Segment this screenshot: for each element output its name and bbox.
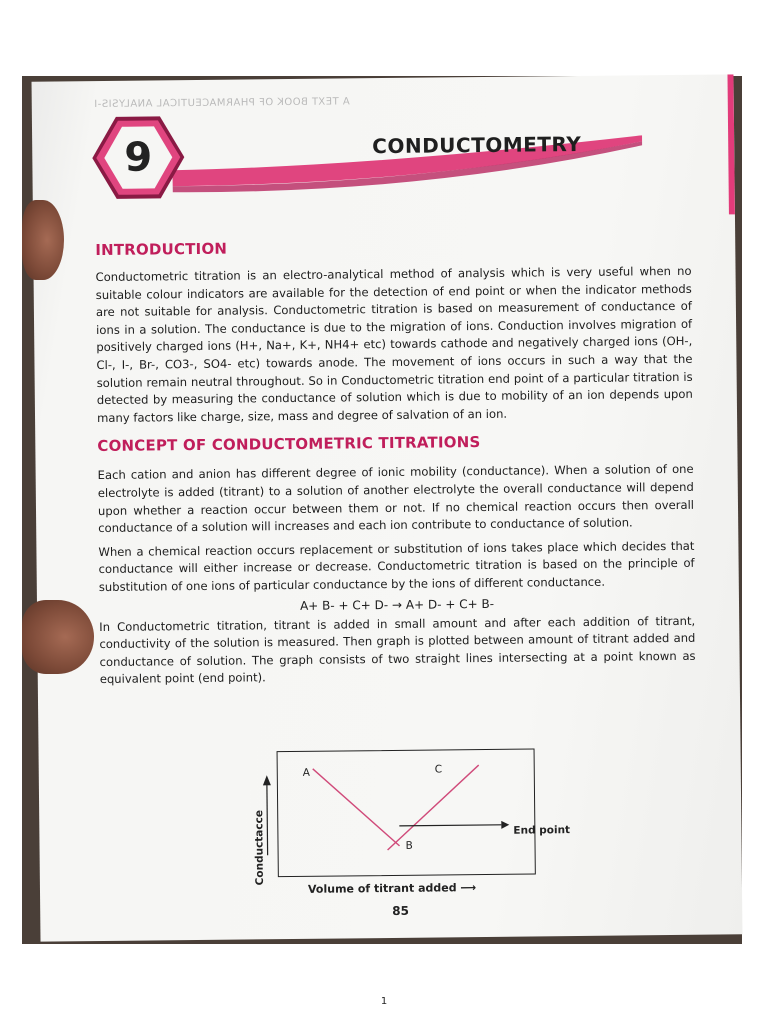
reaction-equation: A+ B- + C+ D- → A+ D- + C+ B-: [299, 596, 495, 613]
book-page: [32, 74, 743, 941]
concept-paragraph-3: In Conductometric titration, titrant is added in small amount and after each addition of titrant, conductivity of the solution is measured. Then graph is plotted between amount of titrant added and conductance of solution. The graph consists of two straight lines intersecting at a point known as equivalent point (end point).: [99, 613, 696, 687]
point-c-label: C: [434, 763, 443, 776]
thumb-bottom: [22, 600, 94, 674]
introduction-heading: INTRODUCTION: [95, 239, 228, 260]
concept-paragraph-1: Each cation and anion has different degree of ionic mobility (conductance). When a solution of one electrolyte is added (titrant) to a solution of another electrolyte the overall conductance will depend upon whether a reaction occur between them or not. If no chemical reaction occurs then overall conductance of a solution will increases and each ion contribute to conductance of solution.: [97, 462, 695, 536]
x-axis-label-text: Volume of titrant added: [307, 881, 457, 896]
introduction-paragraph: Conductometric titration is an electro-analytical method of analysis which is very useful when no suitable colour indicators are available for the detection of end point or when the indicator methods are not suitable for analysis. Conductometric titration is based on measurement of conductance of ions in a solution. The conductance is due to the migration of ions. Conduction involves migration of positively charged ions (H+, Na+, K+, NH4+ etc) towards cathode and negatively charged ions (OH-, Cl-, I-, Br-, CO3-, SO4- etc) towards anode. The movement of ions occurs in such a way that the solution remain neutral throughout. So in Conductometric titration end point of a particular titration is detected by measuring the conductance of solution which is due to mobility of an ion depends upon many factors like charge, size, mass and degree of salvation of an ion.: [95, 263, 693, 425]
scan-page-number: 1: [380, 996, 388, 1007]
concept-heading: CONCEPT OF CONDUCTOMETRIC TITRATIONS: [97, 433, 481, 456]
page-number: 85: [392, 903, 409, 918]
y-axis-arrowhead-icon: [263, 775, 271, 785]
y-axis-arrow: [267, 783, 268, 855]
concept-paragraph-2: When a chemical reaction occurs replacement or substitution of ions takes place which decides that conductance will either increase or decrease. Conductometric titration is based on the principle of substitution of one ions of particular conductance by the ions of different conductance.: [98, 538, 695, 594]
y-axis-label: Conductacce: [253, 809, 266, 886]
point-b-label: B: [405, 839, 413, 852]
chapter-number: 9: [124, 134, 153, 181]
end-point-arrowhead-icon: [501, 821, 509, 829]
bleed-through-header: A TEXT BOOK OF PHARMACEUTICAL ANALYSIS-I: [93, 96, 350, 111]
end-point-label: End point: [513, 824, 571, 837]
thumb-top: [22, 200, 64, 280]
descending-line: [313, 768, 400, 847]
chapter-badge: [90, 114, 187, 201]
x-axis-label: [308, 881, 476, 896]
x-axis-arrow-icon: ⟶: [460, 881, 477, 895]
chapter-title: CONDUCTOMETRY: [372, 131, 582, 159]
ascending-line: [387, 765, 480, 850]
point-a-label: A: [302, 766, 311, 779]
page-content: [95, 235, 696, 689]
